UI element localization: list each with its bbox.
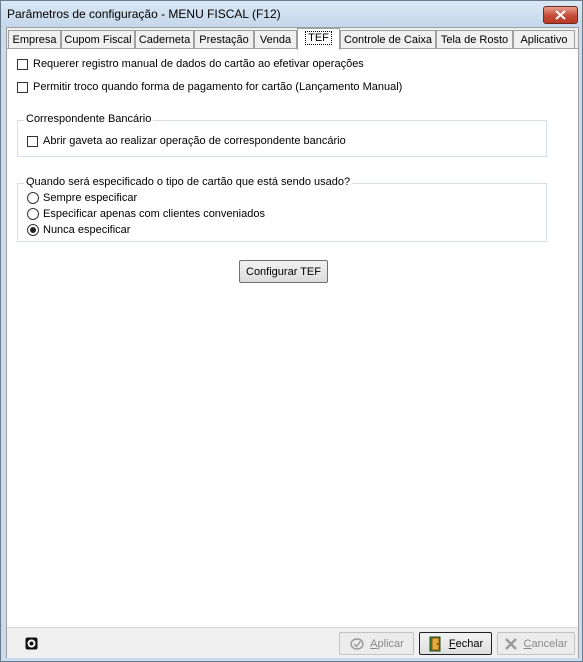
card-type-group [17, 176, 547, 242]
tef-tab-panel [7, 49, 578, 639]
checkbox-label: Permitir troco quando forma de pagamento for cartão (Lançamento Manual) [33, 81, 403, 93]
apply-mnemonic: A [370, 637, 378, 650]
checkbox-label: Abrir gaveta ao realizar operação de correspondente bancário [43, 135, 346, 147]
tab-tef[interactable] [297, 28, 340, 50]
tab-label: Empresa [12, 34, 57, 46]
cancel-mnemonic: C [523, 637, 532, 650]
apply-label [370, 638, 404, 650]
window-close-button[interactable] [543, 6, 578, 24]
checkbox-box[interactable] [17, 59, 28, 70]
apply-label-rest: plicar [377, 637, 404, 650]
tab-controle-de-caixa[interactable] [340, 30, 436, 48]
close-button[interactable] [419, 632, 492, 655]
radio-label: Sempre especificar [43, 192, 138, 204]
radio-label: Especificar apenas com clientes conveniados [43, 208, 265, 220]
correspondente-bancario-group [17, 113, 547, 157]
radio-circle[interactable] [27, 192, 39, 204]
tab-label: Prestação [199, 34, 249, 46]
tab-bar [7, 28, 578, 49]
radio-sempre-especificar[interactable] [27, 192, 137, 204]
tab-label: Controle de Caixa [343, 34, 433, 46]
close-mnemonic: F [448, 637, 456, 650]
radio-circle[interactable] [27, 208, 39, 220]
dialog-body [6, 27, 579, 658]
tab-label: Cupom Fiscal [64, 34, 132, 46]
tab-label: Venda [259, 34, 292, 46]
checkbox-box[interactable] [17, 82, 28, 93]
close-icon [555, 10, 566, 20]
tab-label: Tela de Rosto [440, 34, 509, 46]
apply-icon [349, 637, 365, 651]
close-label-rest: echar [455, 637, 484, 650]
tab-aplicativo[interactable] [513, 30, 575, 48]
tab-prestacao[interactable] [194, 30, 254, 48]
cancel-label-rest: ancelar [531, 637, 568, 650]
apply-button[interactable] [339, 632, 414, 655]
checkbox-box[interactable] [27, 136, 38, 147]
tab-cupom-fiscal[interactable] [61, 30, 135, 48]
tab-tela-de-rosto[interactable] [436, 30, 513, 48]
title-bar[interactable] [1, 1, 582, 27]
manual-card-checkbox[interactable] [17, 58, 364, 70]
tab-empresa[interactable] [8, 30, 61, 48]
cancel-button[interactable] [497, 632, 575, 655]
window-title: Parâmetros de configuração - MENU FISCAL (F12) [7, 7, 281, 21]
exit-door-icon [428, 636, 444, 652]
tab-label: Aplicativo [520, 34, 568, 46]
radio-label: Nunca especificar [43, 224, 131, 236]
group-title: Correspondente Bancário [26, 113, 152, 125]
open-drawer-checkbox[interactable] [27, 135, 346, 147]
tab-venda[interactable] [254, 30, 297, 48]
tab-label: Caderneta [138, 34, 191, 46]
radio-circle[interactable] [27, 224, 39, 236]
change-card-checkbox[interactable] [17, 81, 402, 93]
group-title: Quando será especificado o tipo de cartão que está sendo usado? [26, 176, 351, 188]
checkbox-label: Requerer registro manual de dados do cartão ao efetivar operações [33, 58, 364, 70]
cancel-label [523, 638, 567, 650]
cancel-x-icon [504, 637, 518, 651]
help-icon[interactable] [25, 637, 38, 653]
footer-bar [7, 627, 578, 658]
configurar-tef-button[interactable]: Configurar TEF [239, 260, 328, 283]
radio-nunca-especificar[interactable] [27, 224, 130, 236]
radio-especificar-conveniados[interactable] [27, 208, 265, 220]
close-label [449, 638, 483, 650]
tab-caderneta[interactable] [135, 30, 194, 48]
tab-label: TEF [305, 31, 332, 45]
